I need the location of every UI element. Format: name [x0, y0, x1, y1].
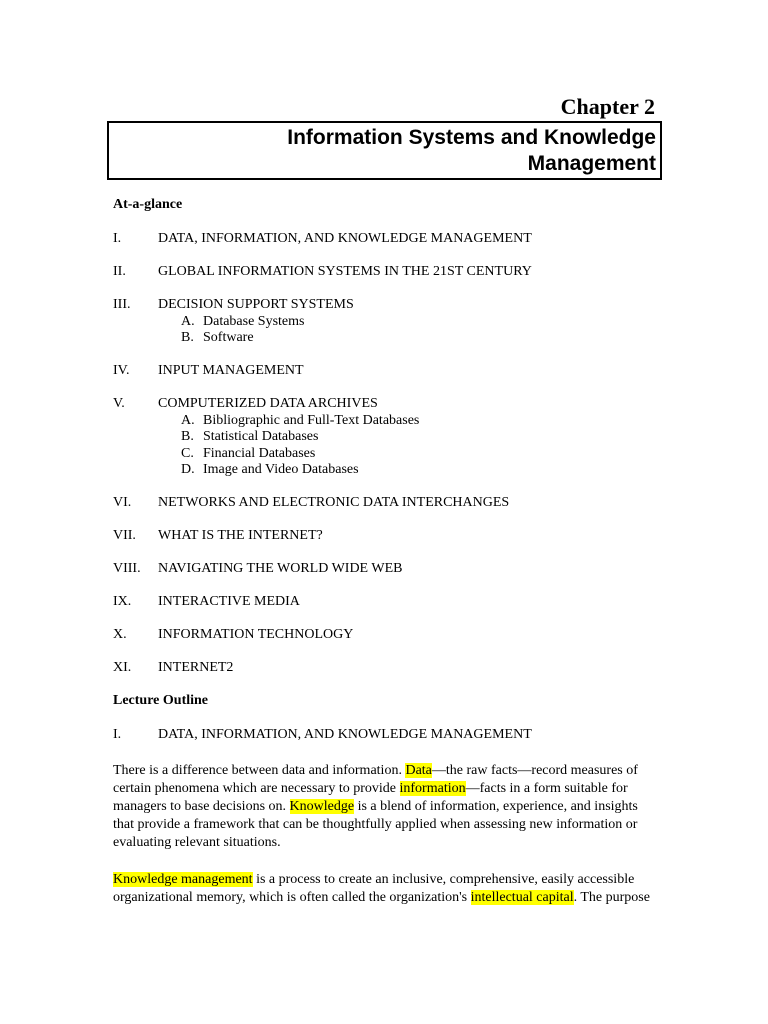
toc-item: INTERNET2 [158, 660, 234, 675]
toc-sub-item: Image and Video Databases [203, 462, 359, 477]
toc-item: WHAT IS THE INTERNET? [158, 528, 323, 543]
toc-sub-letter: B. [181, 429, 194, 444]
toc-sub-item: Software [203, 330, 254, 345]
toc-number: II. [113, 264, 126, 279]
toc-item: INTERACTIVE MEDIA [158, 594, 300, 609]
toc-item: DECISION SUPPORT SYSTEMS [158, 297, 354, 312]
toc-number: IV. [113, 363, 130, 378]
paragraph-text: . The purpose [573, 890, 650, 905]
chapter-label: Chapter 2 [560, 94, 655, 119]
paragraph-text: —facts in a form suitable for managers to base decisions on. [113, 781, 628, 814]
lecture-outline-heading: Lecture Outline [113, 693, 209, 708]
paragraph-data-information [113, 762, 653, 852]
highlighted-term: Data [405, 763, 432, 778]
section-title: DATA, INFORMATION, AND KNOWLEDGE MANAGEMENT [158, 727, 532, 742]
paragraph-text: is a blend of information, experience, and insights that provide a framework that can be thoughtfully applied when assessing new information or evaluating relevant situations. [113, 799, 638, 850]
highlighted-term: Knowledge management [113, 872, 253, 887]
toc-sub-item: Database Systems [203, 314, 305, 329]
toc-sub-item: Statistical Databases [203, 429, 319, 444]
toc-number: IX. [113, 594, 132, 609]
paragraph-text: —the raw facts—record measures of certain phenomena which are necessary to provide [113, 763, 638, 796]
toc-sub-letter: B. [181, 330, 194, 345]
chapter-title: Information Systems and Knowledge Management [287, 126, 656, 175]
toc-item: GLOBAL INFORMATION SYSTEMS IN THE 21ST CENTURY [158, 264, 532, 279]
toc-item: COMPUTERIZED DATA ARCHIVES [158, 396, 378, 411]
paragraph-text: There is a difference between data and information. [113, 763, 406, 778]
toc-number: I. [113, 231, 122, 246]
toc-sub-letter: C. [181, 446, 194, 461]
toc-number: XI. [113, 660, 132, 675]
toc-item: INFORMATION TECHNOLOGY [158, 627, 354, 642]
section-number: I. [113, 727, 122, 742]
toc-number: VII. [113, 528, 136, 543]
toc-item: NAVIGATING THE WORLD WIDE WEB [158, 561, 403, 576]
paragraph-text: is a process to create an inclusive, comprehensive, easily accessible organizational memory, which is often called the organization's [113, 872, 635, 905]
toc-number: VIII. [113, 561, 141, 576]
toc-sub-letter: A. [181, 413, 195, 428]
chapter-title-box [107, 121, 662, 180]
at-a-glance-heading: At-a-glance [113, 197, 183, 212]
paragraph-knowledge-management [113, 871, 653, 907]
toc-sub-letter: D. [181, 462, 195, 477]
toc-item: NETWORKS AND ELECTRONIC DATA INTERCHANGES [158, 495, 510, 510]
toc-sub-letter: A. [181, 314, 195, 329]
highlighted-term: information [399, 781, 466, 796]
toc-number: V. [113, 396, 125, 411]
highlighted-term: intellectual capital [470, 890, 574, 905]
toc-number: X. [113, 627, 127, 642]
toc-number: III. [113, 297, 131, 312]
toc-number: VI. [113, 495, 132, 510]
toc-item: DATA, INFORMATION, AND KNOWLEDGE MANAGEMENT [158, 231, 532, 246]
highlighted-term: Knowledge [289, 799, 355, 814]
toc-sub-item: Financial Databases [203, 446, 316, 461]
toc-item: INPUT MANAGEMENT [158, 363, 304, 378]
toc-sub-item: Bibliographic and Full-Text Databases [203, 413, 420, 428]
